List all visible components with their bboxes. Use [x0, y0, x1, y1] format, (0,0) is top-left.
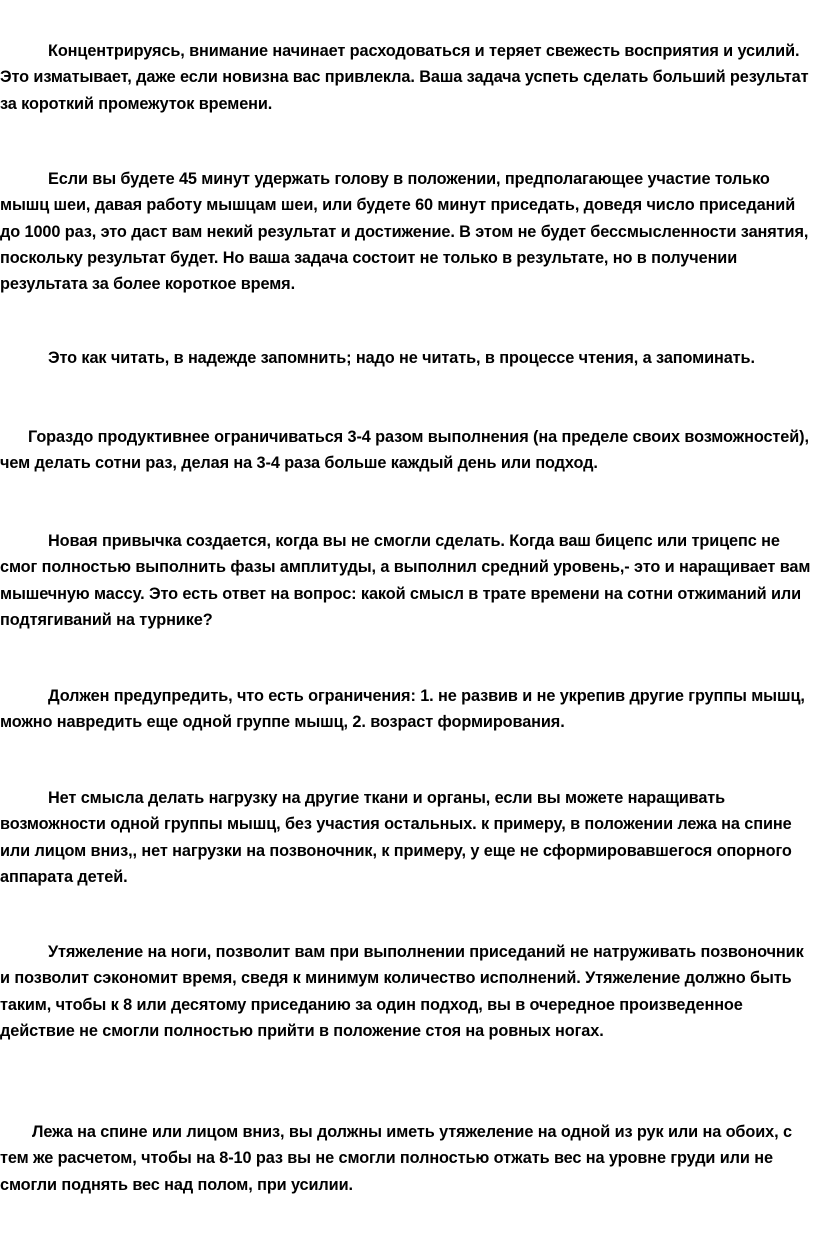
- paragraph-3: Это как читать, в надежде запомнить; надо не читать, в процессе чтения, а запоминать.: [48, 349, 755, 367]
- paragraph-6: Должен предупредить, что есть ограничения: 1. не развив и не укрепив другие группы мышц, можно навредить еще одной группе мышц, 2. возраст формирования.: [0, 687, 805, 732]
- paragraph-1: Концентрируясь, внимание начинает расходоваться и теряет свежесть восприятия и усилий. Это изматывает, даже если новизна вас привлекла. Ваша задача успеть сделать больший результат за короткий промежуток времени.: [0, 42, 809, 113]
- paragraph-5: Новая привычка создается, когда вы не смогли сделать. Когда ваш бицепс или трицепс не смог полностью выполнить фазы амплитуды, а выполнил средний уровень,- это и наращивает вам мышечную массу. Это есть ответ на вопрос: какой смысл в трате времени на сотни отжиманий или подтягиваний на турнике?: [0, 532, 811, 629]
- paragraph-8: Утяжеление на ноги, позволит вам при выполнении приседаний не натруживать позвоночник и позволит сэкономит время, сведя к минимум количество исполнений. Утяжеление должно быть таким, чтобы к 8 или десятому приседанию за один подход, вы в очередное произведенное действие не смогли полностью прийти в положение стоя на ровных ногах.: [0, 943, 804, 1040]
- paragraph-9: Лежа на спине или лицом вниз, вы должны иметь утяжеление на одной из рук или на обоих, с тем же расчетом, чтобы на 8-10 раз вы не смогли полностью отжать вес на уровне груди или не смогли поднять вес над полом, при усилии.: [0, 1123, 792, 1194]
- paragraph-2: Если вы будете 45 минут удержать голову в положении, предполагающее участие только мышц шеи, давая работу мышцам шеи, или будете 60 минут приседать, доведя число приседаний до 1000 раз, это даст вам некий результат и достижение. В этом не будет бессмысленности занятия, поскольку результат будет. Но ваша задача состоит не только в результате, но в получении результата за более короткое время.: [0, 170, 809, 294]
- paragraph-7: Нет смысла делать нагрузку на другие ткани и органы, если вы можете наращивать возможности одной группы мышц, без участия остальных. к примеру, в положении лежа на спине или лицом вниз,, нет нагрузки на позвоночник, к примеру, у еще не сформировавшегося опорного аппарата детей.: [0, 789, 792, 886]
- paragraph-4: Гораздо продуктивнее ограничиваться 3-4 разом выполнения (на пределе своих возможностей), чем делать сотни раз, делая на 3-4 раза больше каждый день или подход.: [0, 428, 809, 473]
